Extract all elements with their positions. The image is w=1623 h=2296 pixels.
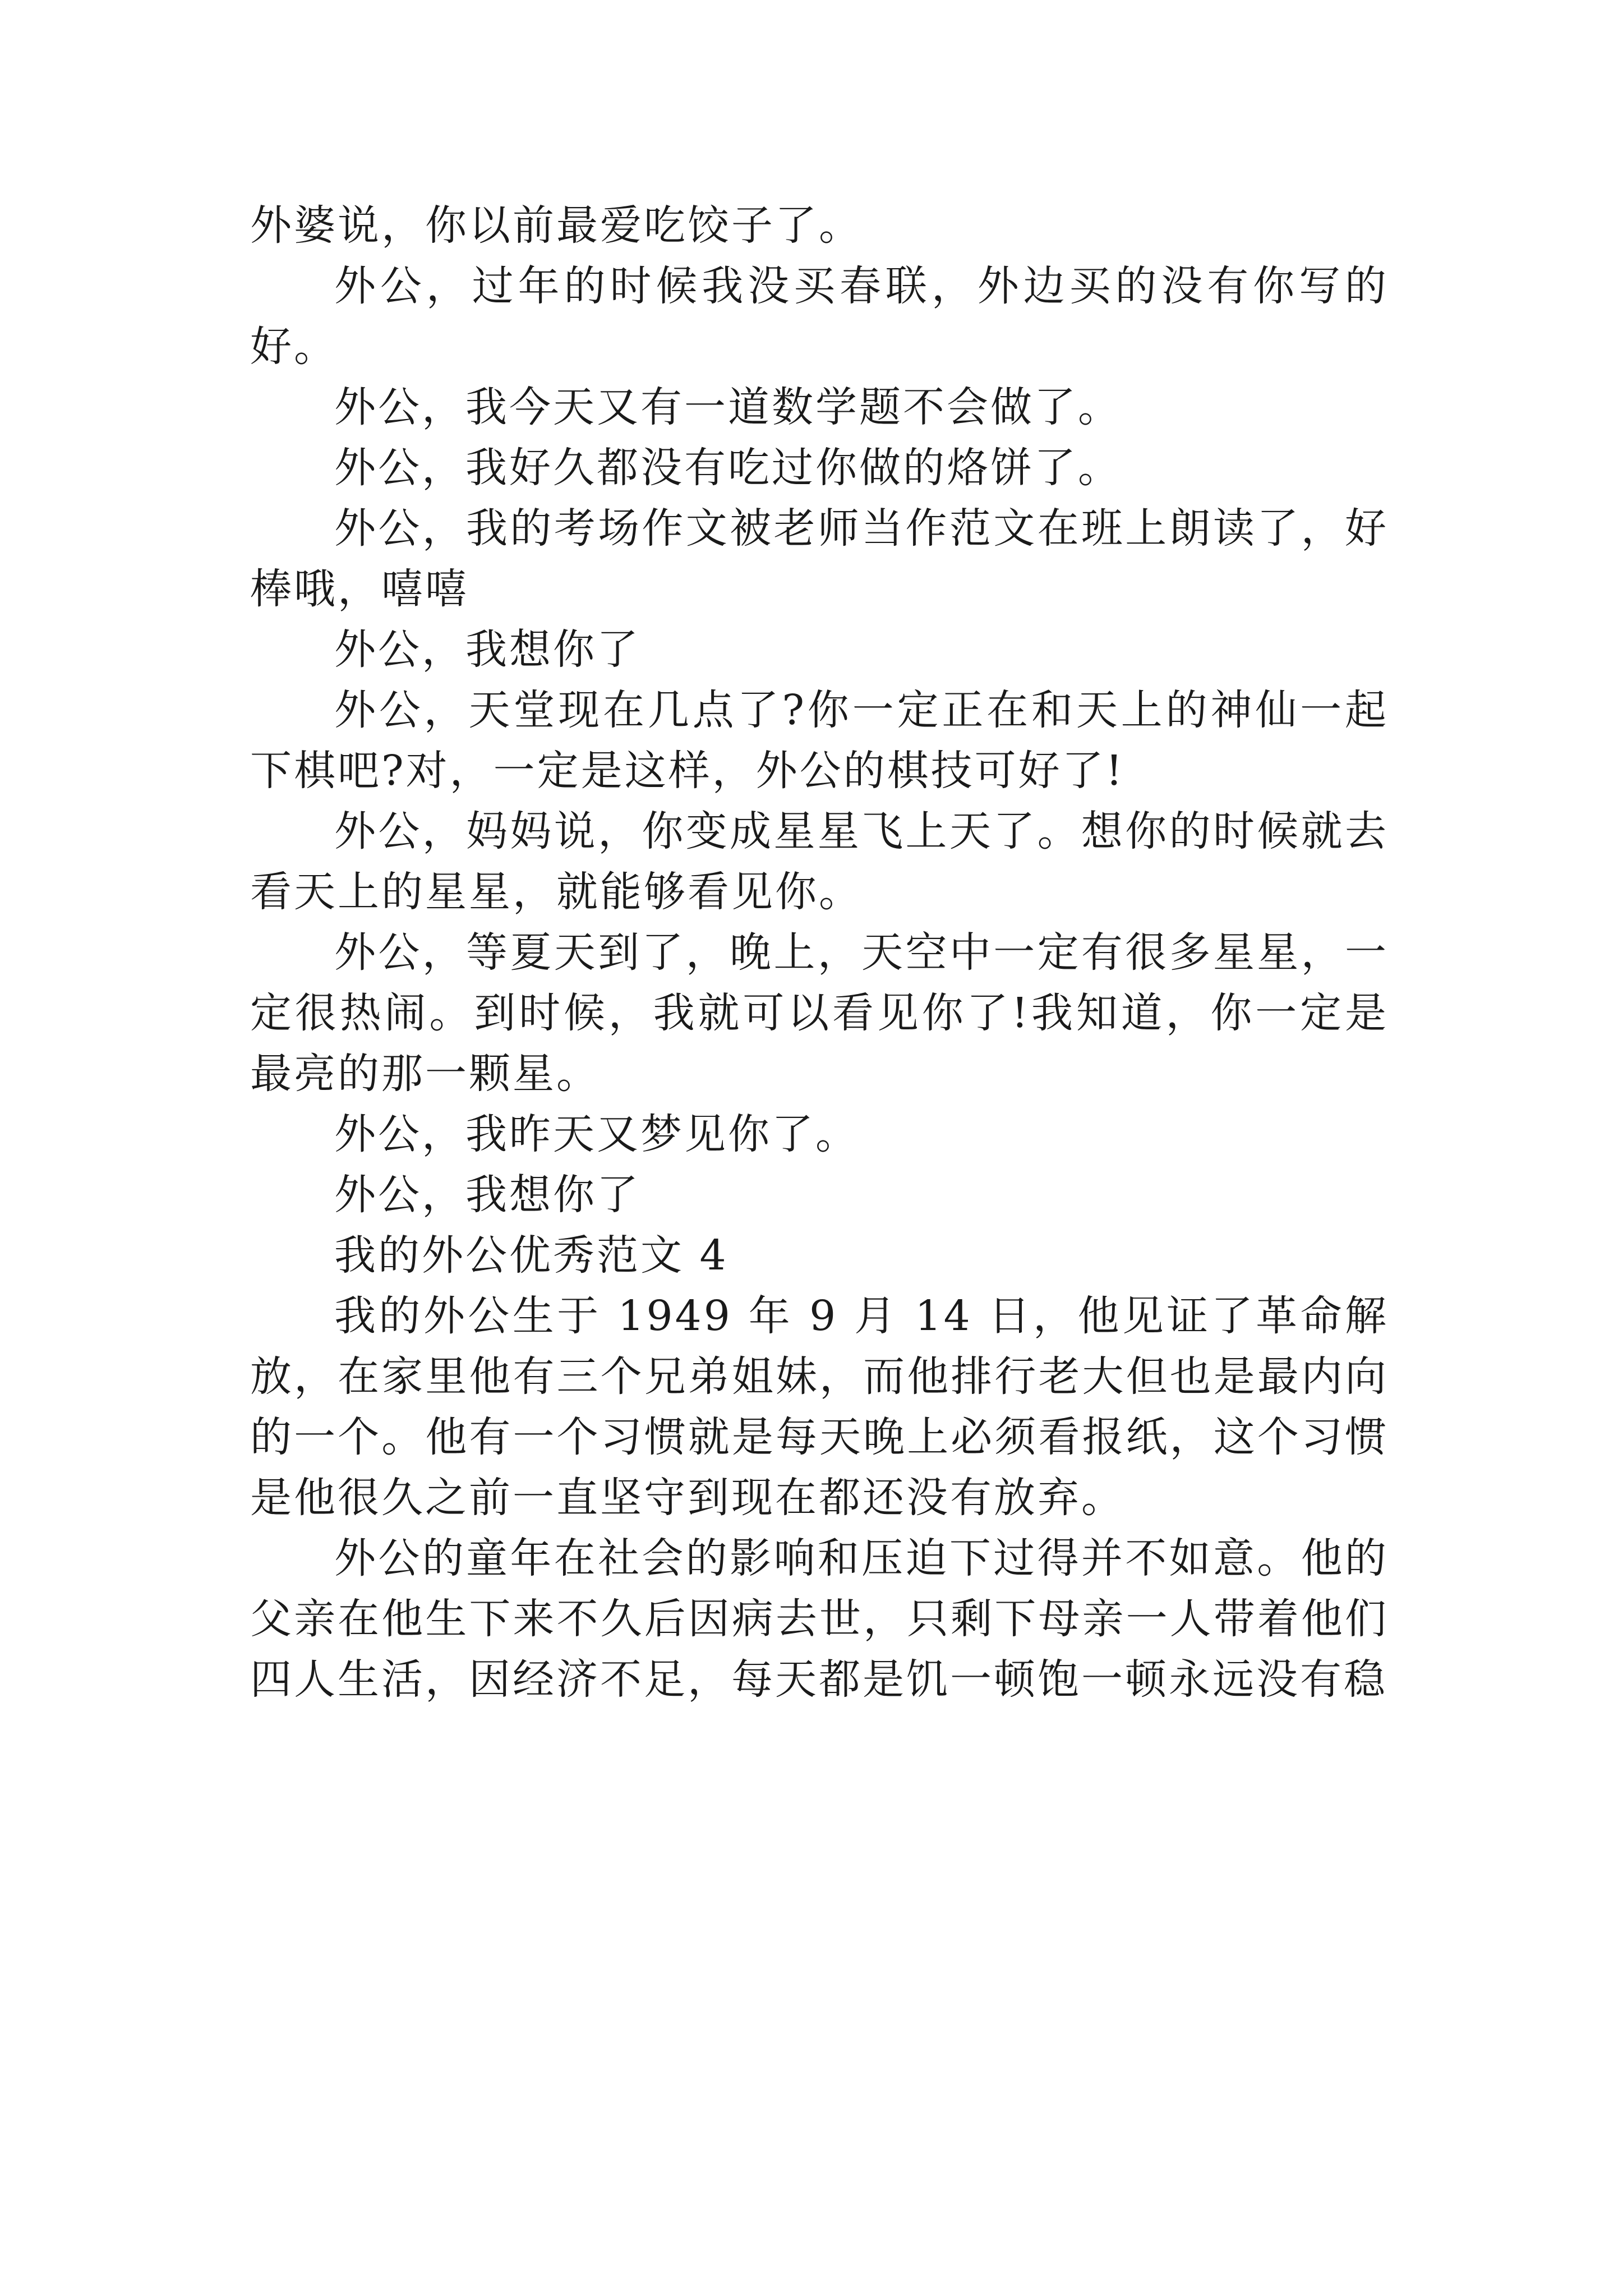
- paragraph: 外公，天堂现在几点了?你一定正在和天上的神仙一起下棋吧?对，一定是这样，外公的棋技可好了!: [250, 686, 1389, 795]
- paragraph-continuation: 外婆说，你以前最爱吃饺子了。: [250, 201, 863, 250]
- paragraph: 外公，我今天又有一道数学题不会做了。: [334, 383, 1122, 431]
- paragraph: 外公，等夏天到了，晚上，天空中一定有很多星星，一定很热闹。到时候，我就可以看见你了!我知道，你一定是最亮的那一颗星。: [250, 928, 1389, 1098]
- paragraph: 外公的童年在社会的影响和压迫下过得并不如意。他的父亲在他生下来不久后因病去世，只剩下母亲一人带着他们四人生活，因经济不足，每天都是饥一顿饱一顿永远没有稳: [250, 1534, 1389, 1704]
- paragraph: 外公，妈妈说，你变成星星飞上天了。想你的时候就去看天上的星星，就能够看见你。: [250, 807, 1389, 916]
- paragraph: 外公，我想你了: [334, 1171, 640, 1219]
- paragraph: 外公，过年的时候我没买春联，外边买的没有你写的好。: [250, 262, 1389, 371]
- document-body: [250, 195, 1389, 1710]
- paragraph: 外公，我的考场作文被老师当作范文在班上朗读了，好棒哦，嘻嘻: [250, 504, 1389, 613]
- section-heading: 我的外公优秀范文 4: [334, 1231, 728, 1280]
- paragraph: 外公，我好久都没有吃过你做的烙饼了。: [334, 444, 1122, 492]
- paragraph: 我的外公生于 1949 年 9 月 14 日，他见证了革命解放，在家里他有三个兄弟姐妹，而他排行老大但也是最内向的一个。他有一个习惯就是每天晚上必须看报纸，这个习惯是他很久之前一直坚守到现在都还没有放弃。: [250, 1292, 1389, 1522]
- paragraph: 外公，我昨天又梦见你了。: [334, 1110, 859, 1158]
- paragraph: 外公，我想你了: [334, 625, 640, 674]
